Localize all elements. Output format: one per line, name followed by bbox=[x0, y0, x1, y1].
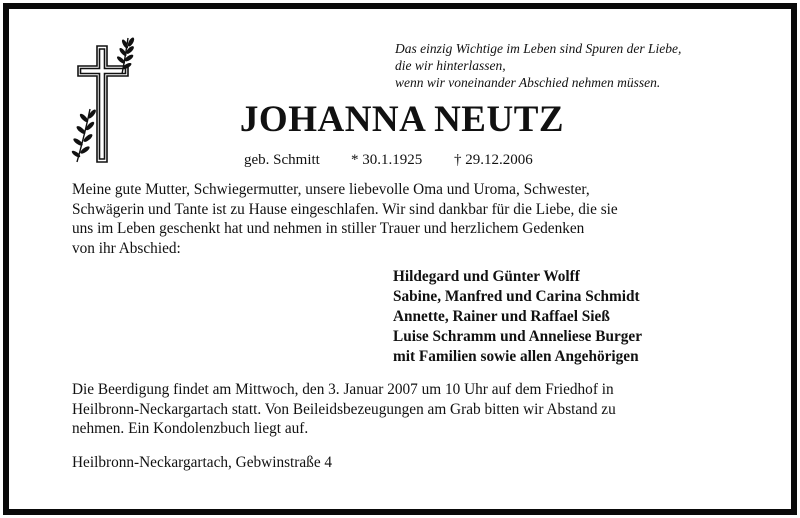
message-line: von ihr Abschied: bbox=[72, 239, 181, 257]
quote-line: Das einzig Wichtige im Leben sind Spuren der Liebe, bbox=[395, 41, 682, 56]
deceased-name: JOHANNA NEUTZ bbox=[239, 99, 565, 140]
message-paragraph bbox=[72, 180, 727, 258]
life-dates bbox=[244, 152, 533, 169]
address: Heilbronn-Neckargartach, Gebwinstraße 4 bbox=[72, 454, 333, 471]
mourners-list bbox=[393, 267, 642, 367]
funeral-line: Heilbronn-Neckargartach statt. Von Beileidsbezeugungen am Grab bitten wir Abstand zu bbox=[72, 400, 616, 418]
mourner: mit Familien sowie allen Angehörigen bbox=[393, 348, 639, 365]
memorial-quote bbox=[395, 40, 725, 91]
mourner: Annette, Rainer und Raffael Sieß bbox=[393, 308, 610, 325]
birth-date: * 30.1.1925 bbox=[351, 152, 423, 168]
mourner: Hildegard und Günter Wolff bbox=[393, 268, 580, 285]
funeral-line: Die Beerdigung findet am Mittwoch, den 3. Januar 2007 um 10 Uhr auf dem Friedhof in bbox=[72, 381, 614, 398]
mourner: Sabine, Manfred und Carina Schmidt bbox=[393, 288, 640, 305]
message-line: Schwägerin und Tante ist zu Hause eingeschlafen. Wir sind dankbar für die Liebe, die sie bbox=[72, 200, 618, 218]
quote-line: die wir hinterlassen, bbox=[395, 58, 506, 73]
message-line: Meine gute Mutter, Schwiegermutter, unsere liebevolle Oma und Uroma, Schwester, bbox=[72, 181, 590, 198]
death-date: † 29.12.2006 bbox=[454, 152, 533, 168]
funeral-paragraph bbox=[72, 380, 727, 439]
quote-line: wenn wir voneinander Abschied nehmen müssen. bbox=[395, 75, 661, 90]
funeral-line: nehmen. Ein Kondolenzbuch liegt auf. bbox=[72, 420, 309, 437]
birth-name: geb. Schmitt bbox=[244, 152, 320, 168]
message-line: uns im Leben geschenkt hat und nehmen in stiller Trauer und herzlichem Gedenken bbox=[72, 220, 585, 237]
mourner: Luise Schramm und Anneliese Burger bbox=[393, 328, 643, 345]
